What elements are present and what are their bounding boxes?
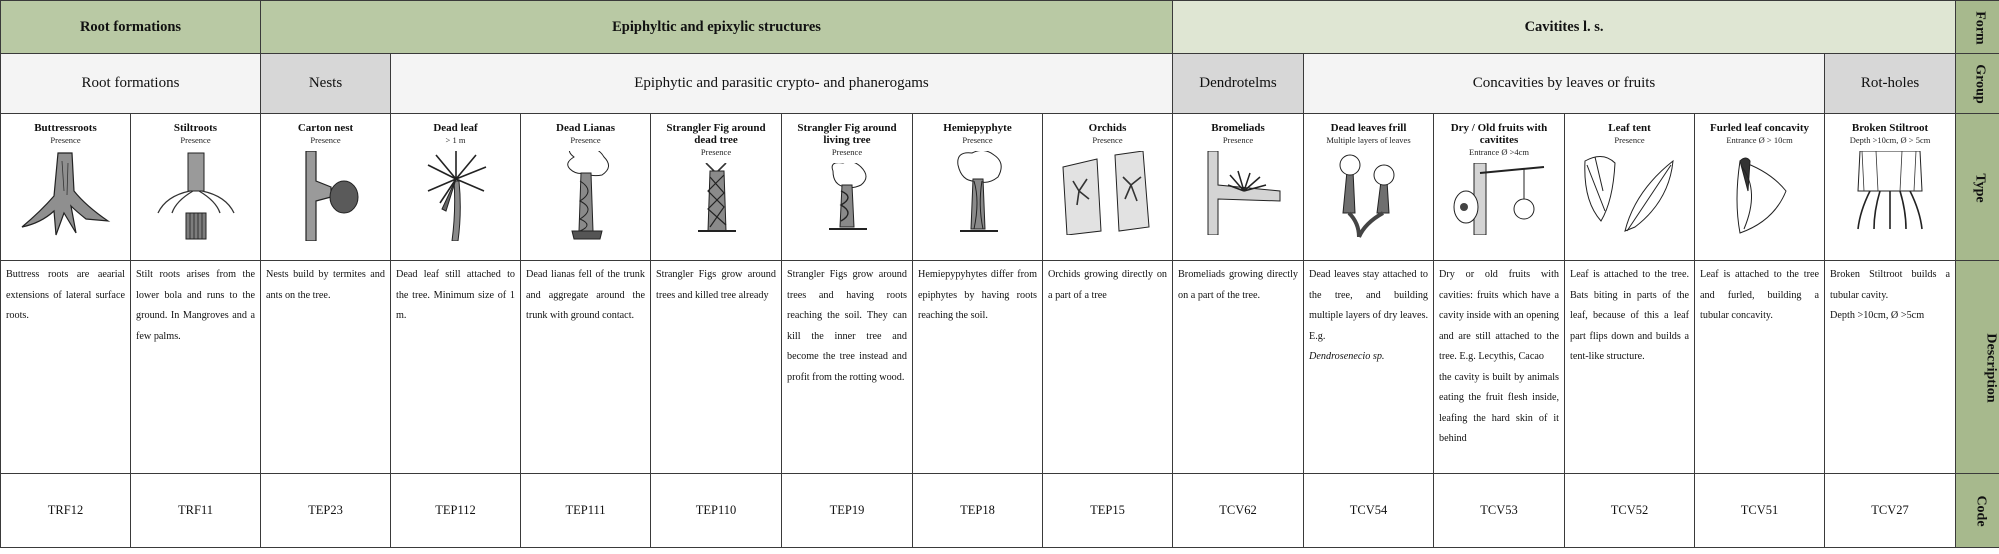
code-cell: TRF12	[1, 474, 131, 548]
type-subtitle: Entrance Ø >4cm	[1469, 147, 1530, 157]
type-title: Buttressroots	[34, 122, 97, 134]
dead-leaves-frill-icon	[1319, 151, 1419, 239]
type-subtitle: Entrance Ø > 10cm	[1726, 135, 1793, 145]
description-cell: Dry or old fruits with cavities: fruits which have a cavity inside with an opening and are still attached to the tree. E.g. Lecythis, Cacao the cavity is built by animals eating the fruit flesh inside, leafing the hard skin of it behind	[1434, 261, 1565, 474]
description-cell: Broken Stiltroot builds a tubular cavity. Depth >10cm, Ø >5cm	[1825, 261, 1956, 474]
type-title: Dead leaves frill	[1330, 122, 1407, 134]
form-epiphytic-structures: Epiphyltic and epixylic structures	[261, 1, 1173, 54]
type-cell	[261, 114, 391, 261]
type-subtitle: Presence	[180, 135, 211, 145]
type-subtitle: Presence	[1614, 135, 1645, 145]
carton-nest-icon	[276, 151, 376, 241]
dry-fruits-cavity-icon	[1444, 163, 1554, 235]
form-root-formations: Root formations	[1, 1, 261, 54]
type-cell	[131, 114, 261, 261]
code-cell: TEP19	[782, 474, 913, 548]
type-subtitle: Presence	[1092, 135, 1123, 145]
type-subtitle: Multiple layers of leaves	[1326, 135, 1411, 145]
type-cell	[521, 114, 651, 261]
code-cell: TCV51	[1695, 474, 1825, 548]
group-epiphytic-parasitic: Epiphytic and parasitic crypto- and phanerogams	[391, 54, 1173, 114]
description-cell: Dead leaves stay attached to the tree, and building multiple layers of dry leaves. E.g. Dendrosenecio sp.	[1304, 261, 1434, 474]
dead-leaf-palm-icon	[406, 151, 506, 241]
side-label-group: Group	[1956, 54, 1999, 114]
strangler-fig-living-tree-icon	[797, 163, 897, 235]
code-cell: TCV53	[1434, 474, 1565, 548]
orchids-icon	[1053, 151, 1163, 235]
description-cell: Leaf is attached to the tree. Bats biting in parts of the leaf, because of this a leaf part flips down and builds a tent-like structure.	[1565, 261, 1695, 474]
description-cell: Dead lianas fell of the trunk and aggregate around the trunk with ground contact.	[521, 261, 651, 474]
type-cell	[651, 114, 782, 261]
code-cell: TEP110	[651, 474, 782, 548]
dead-lianas-icon	[536, 151, 636, 241]
type-subtitle: Presence	[831, 147, 863, 157]
type-subtitle: Presence	[50, 135, 81, 145]
type-cell	[1173, 114, 1304, 261]
code-cell: TCV27	[1825, 474, 1956, 548]
side-label-code: Code	[1956, 474, 1999, 548]
type-cell	[782, 114, 913, 261]
description-cell: Dead leaf still attached to the tree. Minimum size of 1 m.	[391, 261, 521, 474]
type-title: Bromeliads	[1211, 122, 1265, 134]
leaf-tent-icon	[1575, 151, 1685, 239]
type-subtitle: > 1 m	[445, 135, 466, 145]
type-title: Strangler Fig around living tree	[797, 122, 897, 146]
type-subtitle: Presence	[310, 135, 341, 145]
broken-stiltroot-icon	[1840, 151, 1940, 233]
type-cell	[1304, 114, 1434, 261]
type-cell	[1825, 114, 1956, 261]
description-row	[1, 261, 1999, 474]
description-cell: Orchids growing directly on a part of a tree	[1043, 261, 1173, 474]
stilt-roots-icon	[146, 151, 246, 241]
strangler-fig-dead-tree-icon	[666, 163, 766, 235]
group-dendrotelms: Dendrotelms	[1173, 54, 1304, 114]
code-cell: TCV62	[1173, 474, 1304, 548]
form-cavities: Cavitites l. s.	[1173, 1, 1956, 54]
type-cell	[1043, 114, 1173, 261]
description-cell: Nests build by termites and ants on the tree.	[261, 261, 391, 474]
code-cell: TCV54	[1304, 474, 1434, 548]
code-row	[1, 474, 1999, 548]
code-cell: TEP112	[391, 474, 521, 548]
type-subtitle: Presence	[700, 147, 732, 157]
type-title: Stiltroots	[173, 122, 218, 134]
furled-leaf-icon	[1710, 151, 1810, 235]
type-title: Hemiepyphyte	[943, 122, 1012, 134]
description-cell: Bromeliads growing directly on a part of the tree.	[1173, 261, 1304, 474]
type-title: Orchids	[1088, 122, 1127, 134]
form-row	[1, 1, 1999, 54]
type-title: Dry / Old fruits with cavitites	[1450, 122, 1548, 146]
type-subtitle: Depth >10cm, Ø > 5cm	[1849, 135, 1931, 145]
type-cell	[391, 114, 521, 261]
code-cell: TEP15	[1043, 474, 1173, 548]
side-label-description: Description	[1956, 261, 1999, 474]
description-cell: Leaf is attached to the tree and furled, building a tubular concavity.	[1695, 261, 1825, 474]
type-title: Strangler Fig around dead tree	[666, 122, 766, 146]
code-cell: TCV52	[1565, 474, 1695, 548]
description-cell: Stilt roots arises from the lower bola and runs to the ground. In Mangroves and a few palms.	[131, 261, 261, 474]
side-label-form: Form	[1956, 1, 1999, 54]
type-title: Dead leaf	[433, 122, 478, 134]
type-title: Furled leaf concavity	[1710, 122, 1809, 134]
hemiepiphyte-icon	[928, 151, 1028, 235]
type-cell	[1, 114, 131, 261]
bromeliads-icon	[1188, 151, 1288, 235]
type-title: Carton nest	[297, 122, 354, 134]
description-cell: Buttress roots are aearial extensions of lateral surface roots.	[1, 261, 131, 474]
type-cell	[913, 114, 1043, 261]
type-title: Broken Stiltroot	[1851, 122, 1929, 134]
example-species: Dendrosenecio sp.	[1309, 351, 1385, 362]
group-root-formations: Root formations	[1, 54, 261, 114]
code-cell: TRF11	[131, 474, 261, 548]
code-cell: TEP18	[913, 474, 1043, 548]
type-cell	[1695, 114, 1825, 261]
description-cell: Hemiepypyhytes differ from epiphytes by having roots reaching the soil.	[913, 261, 1043, 474]
description-cell: Strangler Figs grow around trees and having roots reaching the soil. They can kill the inner tree and become the tree instead and profit from the rotting wood.	[782, 261, 913, 474]
group-row	[1, 54, 1999, 114]
type-subtitle: Presence	[570, 135, 601, 145]
type-subtitle: Presence	[1222, 135, 1254, 145]
type-title: Dead Lianas	[556, 122, 615, 134]
group-rot-holes: Rot-holes	[1825, 54, 1956, 114]
side-label-type: Type	[1956, 114, 1999, 261]
type-cell	[1565, 114, 1695, 261]
code-cell: TEP23	[261, 474, 391, 548]
type-row	[1, 114, 1999, 261]
type-cell	[1434, 114, 1565, 261]
group-concavities: Concavities by leaves or fruits	[1304, 54, 1825, 114]
type-title: Leaf tent	[1608, 122, 1651, 134]
type-subtitle: Presence	[962, 135, 993, 145]
buttress-roots-icon	[16, 151, 116, 241]
description-cell: Strangler Figs grow around trees and killed tree already	[651, 261, 782, 474]
code-cell: TEP111	[521, 474, 651, 548]
group-nests: Nests	[261, 54, 391, 114]
